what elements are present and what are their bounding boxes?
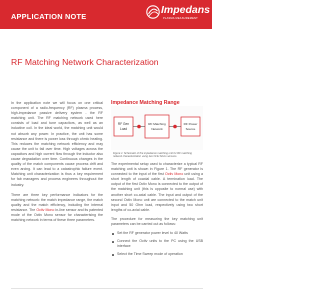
procedure-step: Connect the Octiv units to the PC using the USB interface [111, 239, 203, 249]
document-type-label: APPLICATION NOTE [11, 12, 87, 21]
octiv-sensor-icon [137, 125, 141, 129]
logo-tagline: PLASMA MEASUREMENT [163, 17, 198, 20]
svg-text:RF Power: RF Power [183, 122, 198, 126]
diagram-heading: Impedance Matching Range [111, 100, 180, 106]
svg-text:Network: Network [151, 127, 163, 131]
procedure-step: Set the RF generator power level to 40 Watts [111, 231, 203, 236]
footer-divider [11, 288, 203, 289]
procedure-step: Select the Time Sweep mode of operation [111, 252, 203, 257]
svg-text:RF Gen: RF Gen [117, 122, 130, 126]
intro-paragraph: In the application note we will focus on one critical component of a radio-frequency (RF) plasma process, high-impedance passive delivery system - the RF matching unit. The RF matching network used here consists of load and tune capacitors, as well as an inductive coil. In the ideal world, the matching unit would not absorb any power. In practice, the unit has some resistance and there is power loss through ohmic heating. This reduces the matching network efficiency and may cause the unit to fail over time. High voltages across the capacitors and high current flow through the inductor also cause degradation over time. Continuous changes in the quality of the match components cause process drift and even arcing. It can lead to a catastrophic failure event. Matching unit characterization is thus a key requirement for fab managers and process engineers throughout the industry. [11, 101, 103, 187]
intro-paragraph: There are three key performance indicators for the matching network: the match impedance range, the match quality and the match efficiency, including the internal resistance. The Octiv Mono in-line sensor and its patented mode of the Octiv Mono sensor for characterising the matching network in terms of these three parameters. [11, 192, 104, 223]
svg-text:RF Matching: RF Matching [148, 122, 166, 126]
svg-text:Load: Load [119, 127, 128, 131]
figure-caption: Figure 1: Schematic of the impedance matching unit for RF matching network characterization using two Octiv Mono sensors. [113, 152, 192, 159]
matching-setup-diagram [111, 106, 203, 150]
setup-paragraph: The procedure for measuring the key matching unit parameters can be carried out as follows: [111, 216, 203, 227]
header-bar [0, 0, 212, 29]
octiv-sensor-icon [173, 125, 177, 129]
setup-paragraph: The experimental setup used to characterize a typical RF matching unit is shown in Figure 1. The RF generator is connected to the input of the first Octiv Mono unit using a short length of coaxial cable. A termination load. The output of the first Octiv Mono is connected to the output of the matching unit (this is opposite to normal use) with another short co-axial cable. The input and output of the second Octiv Mono unit are connected to the match unit input and 50 Ohm load, respectively using two short lengths of co-axial cable. [111, 162, 204, 212]
page-title: RF Matching Network Characterization [11, 57, 159, 67]
impedans-logo-icon [146, 5, 160, 19]
product-name: Octiv Mono [165, 172, 184, 177]
intro-column [11, 101, 103, 228]
logo-wordmark: Impedans [161, 4, 211, 16]
setup-column [111, 162, 203, 261]
procedure-list [111, 231, 203, 257]
product-name: Octiv Mono [36, 207, 55, 212]
svg-text:Source: Source [185, 127, 196, 131]
